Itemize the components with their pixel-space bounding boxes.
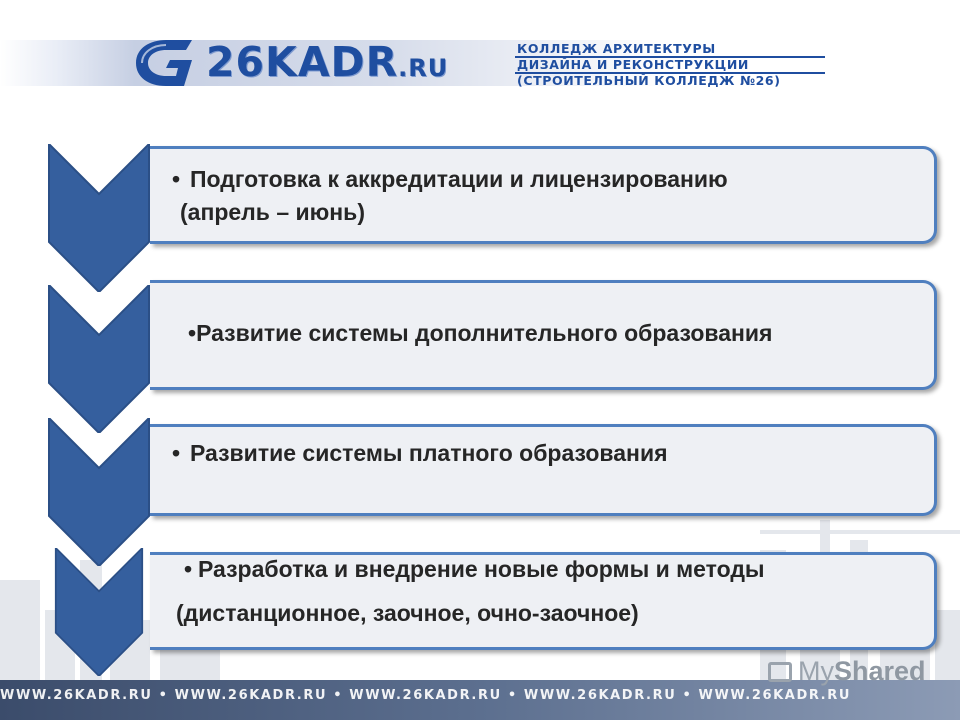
logo-domain-suffix: .RU: [398, 54, 449, 82]
step-1-line-2: (апрель – июнь): [180, 199, 365, 225]
college-name-line: (СТРОИТЕЛЬНЫЙ КОЛЛЕДЖ №26): [517, 73, 781, 88]
college-name: [515, 42, 825, 88]
watermark-strong: Shared: [834, 656, 926, 686]
college-name-line: КОЛЛЕДЖ АРХИТЕКТУРЫ: [515, 42, 825, 58]
step-1-line-1: Подготовка к аккредитации и лицензированию: [190, 166, 728, 192]
chevron-down-icon: [45, 548, 153, 676]
monitor-icon: [768, 662, 792, 682]
step-3-line-1: Развитие системы платного образования: [190, 440, 668, 466]
bullet: •: [184, 556, 193, 582]
bullet: •: [172, 440, 181, 466]
step-2-text: [188, 317, 772, 350]
chevron-down-icon: [45, 285, 153, 433]
watermark-prefix: My: [798, 656, 834, 686]
step-4-line-2: (дистанционное, заочное, очно-заочное): [176, 600, 639, 626]
watermark: [768, 656, 926, 684]
college-name-line: ДИЗАЙНА И РЕКОНСТРУКЦИИ: [515, 58, 825, 74]
step-4-line-1: Разработка и внедрение новые формы и методы: [198, 556, 765, 582]
step-4-text: [176, 547, 765, 635]
step-2-line-1: Развитие системы дополнительного образования: [196, 320, 773, 346]
logo-wordmark: [206, 40, 448, 84]
footer-url-repeat: WWW.26KADR.RU • WWW.26KADR.RU • WWW.26KADR.RU • WWW.26KADR.RU • WWW.26KADR.RU: [0, 688, 851, 703]
chevron-down-icon: [45, 418, 153, 566]
college-logo-icon: [130, 36, 198, 90]
step-1-text: [172, 163, 728, 229]
bullet: •: [188, 320, 197, 346]
step-3-text: [172, 437, 668, 470]
chevron-down-icon: [45, 144, 153, 292]
logo-main-text: 26KADR: [206, 38, 399, 86]
bullet: •: [172, 166, 181, 192]
